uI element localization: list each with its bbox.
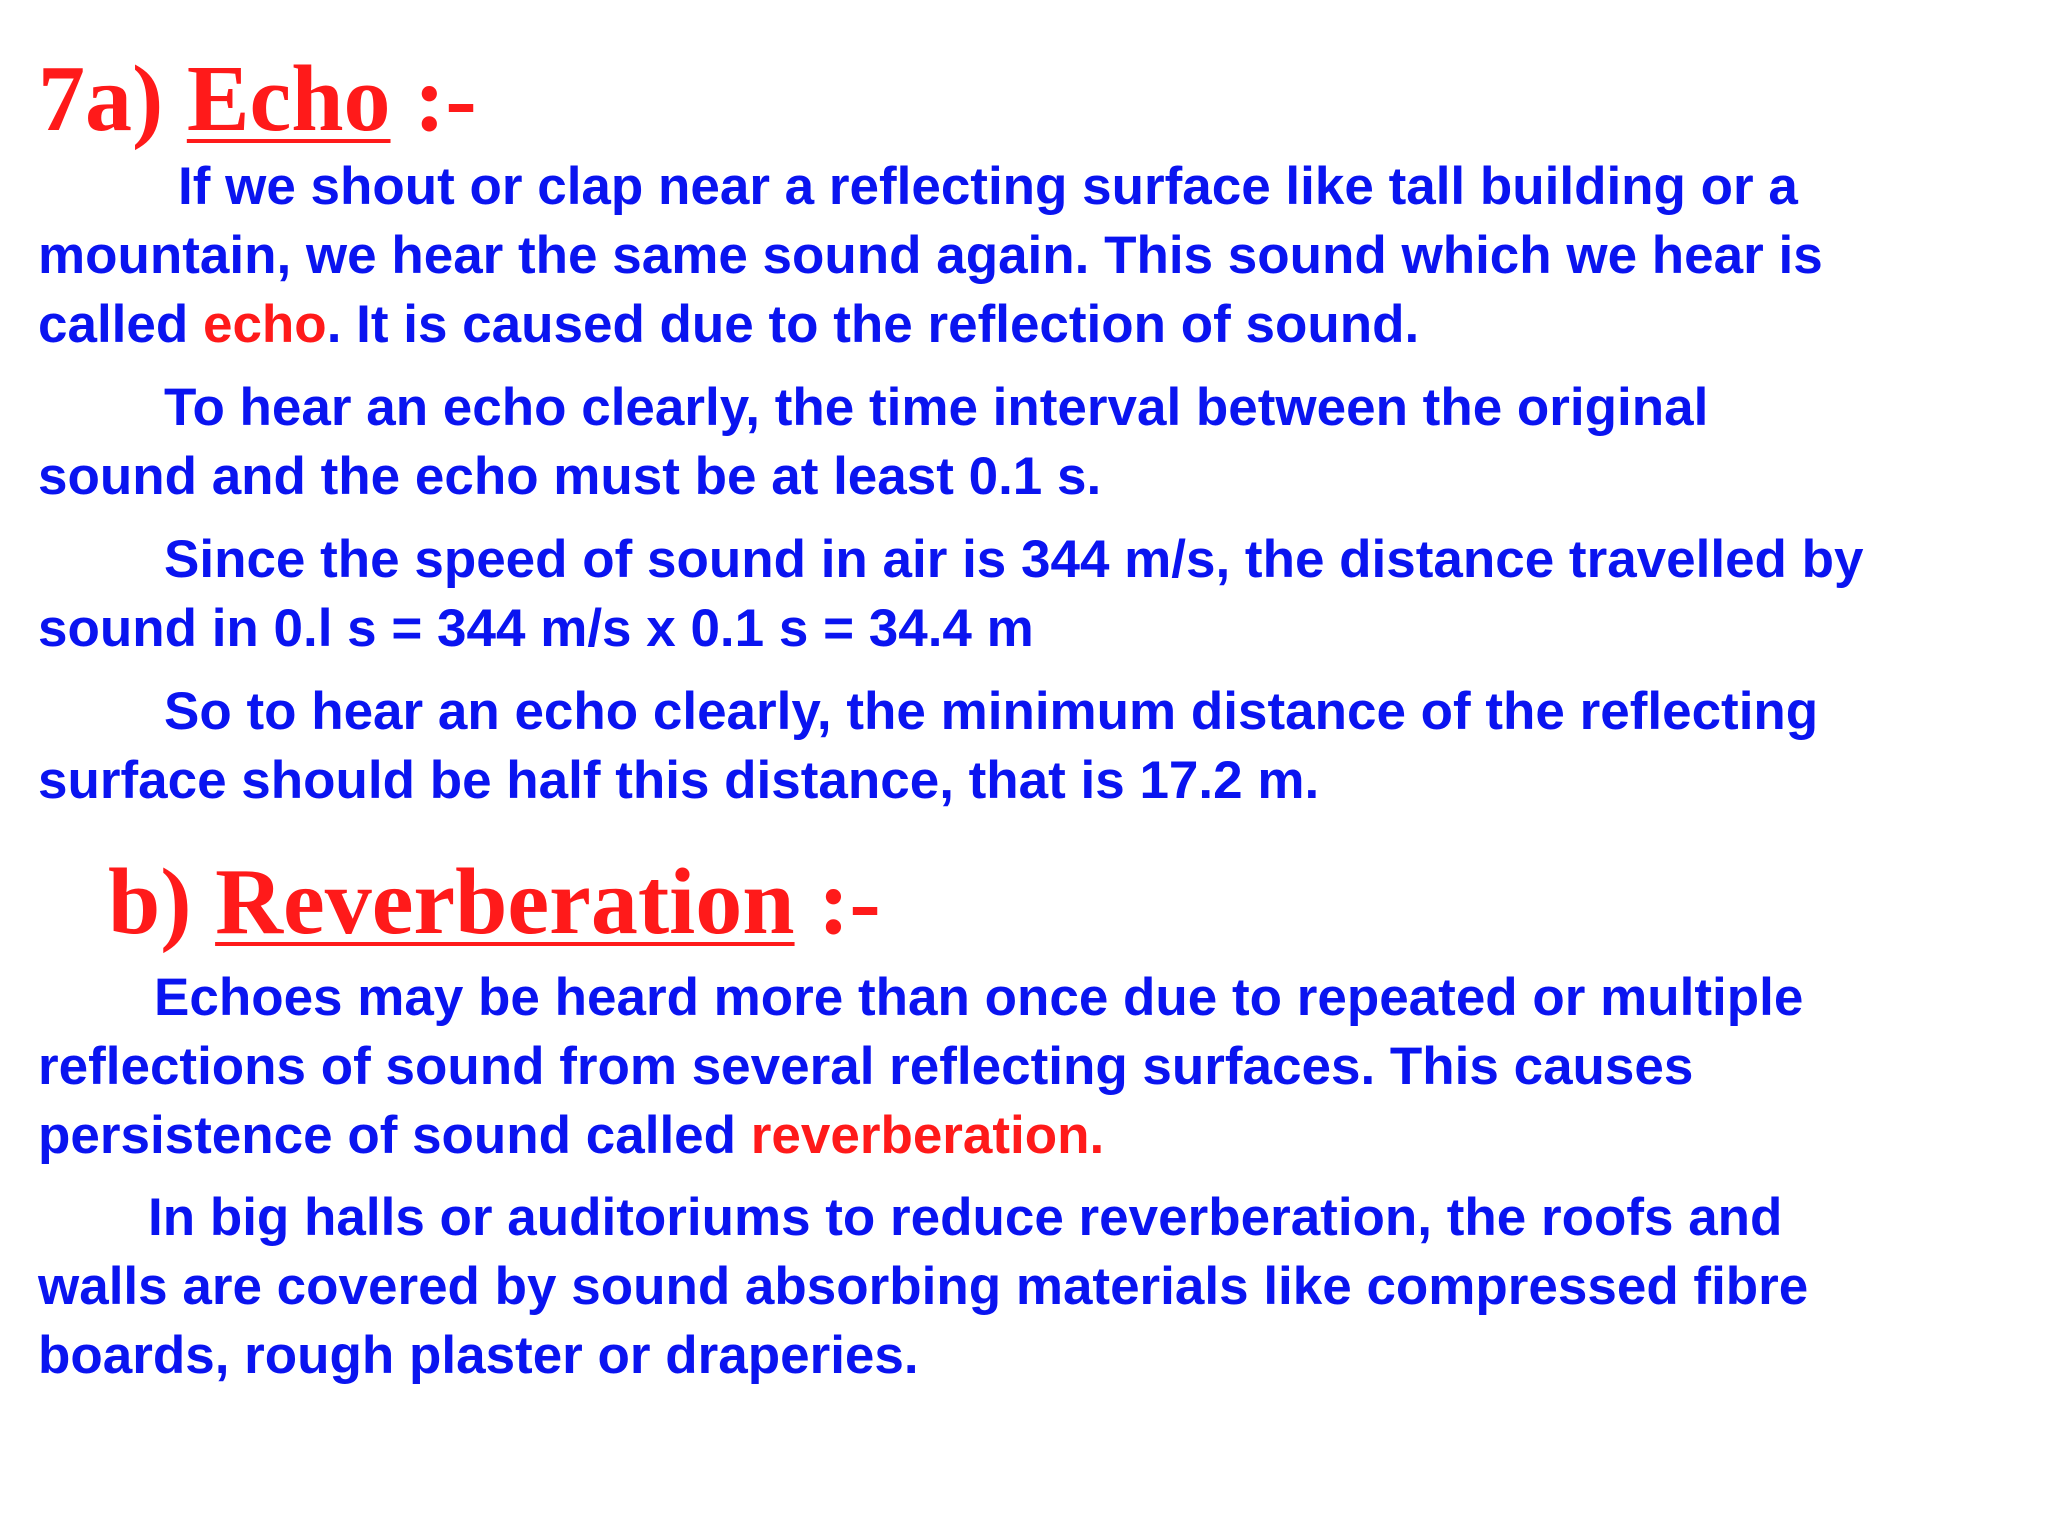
echo-heading-number: 7a) bbox=[38, 47, 164, 151]
paragraph-line: If we shout or clap near a reflecting surface like tall building or a bbox=[178, 157, 1798, 216]
paragraph-line: walls are covered by sound absorbing materials like compressed fibre bbox=[38, 1257, 1809, 1316]
paragraph-line: In big halls or auditoriums to reduce reverberation, the roofs and bbox=[148, 1188, 1783, 1247]
paragraph-line: Echoes may be heard more than once due to repeated or multiple bbox=[154, 968, 1804, 1027]
echo-minimum-distance-paragraph bbox=[38, 677, 2028, 815]
paragraph-line bbox=[38, 1101, 2028, 1170]
paragraph-line bbox=[38, 290, 2028, 359]
paragraph-line: So to hear an echo clearly, the minimum distance of the reflecting bbox=[164, 682, 1819, 741]
echo-highlight: echo bbox=[202, 295, 327, 354]
reverberation-highlight: reverberation. bbox=[750, 1106, 1105, 1165]
echo-time-interval-paragraph bbox=[38, 373, 2028, 511]
paragraph-line: boards, rough plaster or draperies. bbox=[38, 1326, 919, 1385]
reverberation-heading-suffix: :- bbox=[818, 850, 881, 954]
echo-distance-paragraph bbox=[38, 525, 2028, 663]
echo-definition-paragraph bbox=[38, 152, 2028, 359]
paragraph-line: To hear an echo clearly, the time interval between the original bbox=[164, 378, 1709, 437]
paragraph-line: Since the speed of sound in air is 344 m/s, the distance travelled by bbox=[164, 530, 1864, 589]
paragraph-text: called bbox=[38, 295, 203, 354]
paragraph-line: mountain, we hear the same sound again. This sound which we hear is bbox=[38, 226, 1823, 285]
paragraph-text: persistence of sound called bbox=[38, 1106, 751, 1165]
reverberation-heading-title: Reverberation bbox=[215, 850, 795, 954]
paragraph-text: . It is caused due to the reflection of sound. bbox=[326, 295, 1420, 354]
paragraph-line: reflections of sound from several reflecting surfaces. This causes bbox=[38, 1037, 1694, 1096]
paragraph-line: sound in 0.l s = 344 m/s x 0.1 s = 34.4 m bbox=[38, 599, 1034, 658]
echo-heading-suffix: :- bbox=[414, 47, 477, 151]
paragraph-line: sound and the echo must be at least 0.1 s. bbox=[38, 447, 1102, 506]
echo-heading-title: Echo bbox=[186, 47, 391, 151]
reverberation-reduction-paragraph bbox=[38, 1183, 2028, 1390]
reverberation-definition-paragraph bbox=[38, 963, 2028, 1170]
paragraph-line: surface should be half this distance, that is 17.2 m. bbox=[38, 751, 1320, 810]
reverberation-heading bbox=[108, 850, 881, 954]
reverberation-heading-number: b) bbox=[108, 850, 192, 954]
echo-heading bbox=[38, 47, 477, 151]
